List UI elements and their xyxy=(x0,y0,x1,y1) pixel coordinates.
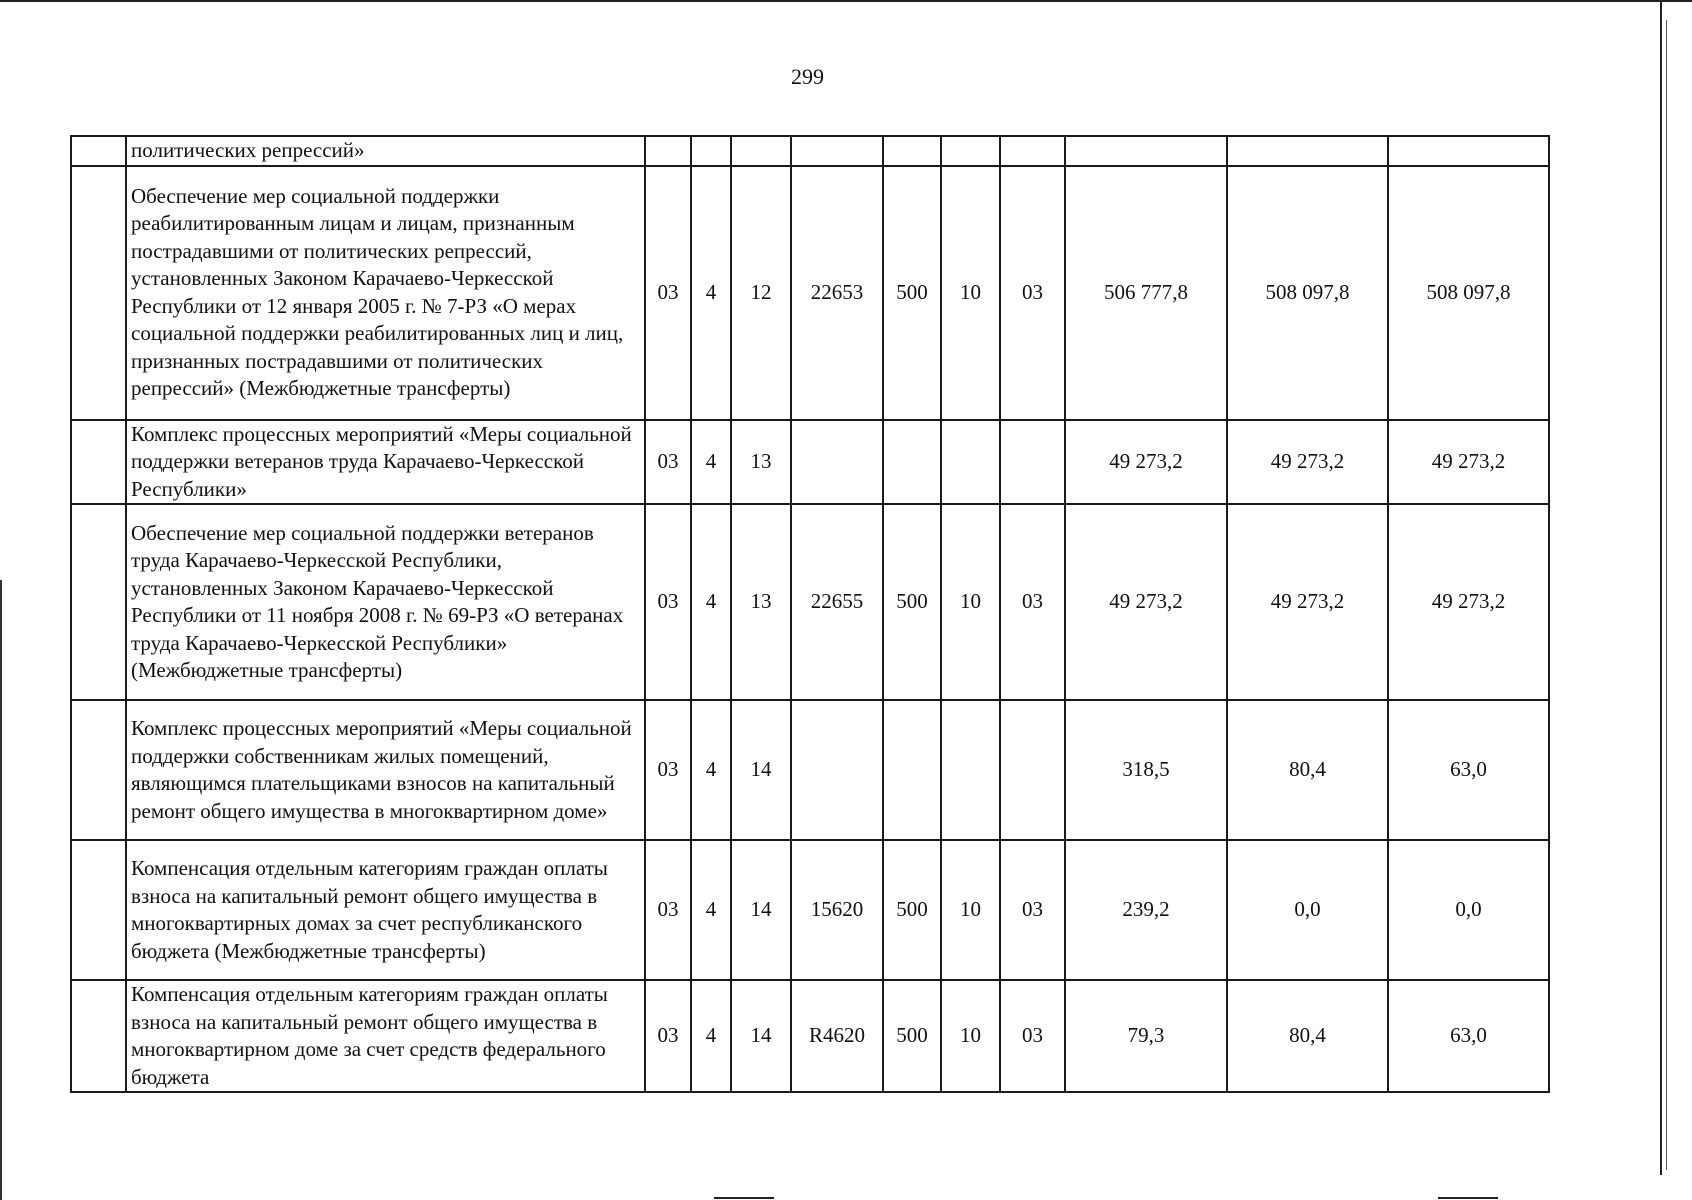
amount-cell: 508 097,8 xyxy=(1388,166,1549,420)
scan-border-top xyxy=(0,0,1692,2)
code-cell: 10 xyxy=(941,504,1000,700)
row-number-cell xyxy=(71,420,126,505)
code-cell xyxy=(645,136,691,166)
amount-cell xyxy=(1227,136,1388,166)
amount-cell: 80,4 xyxy=(1227,700,1388,840)
code-cell: 22653 xyxy=(791,166,883,420)
amount-cell: 49 273,2 xyxy=(1227,504,1388,700)
row-number-cell xyxy=(71,980,126,1092)
code-cell: 10 xyxy=(941,166,1000,420)
scan-border-left xyxy=(0,580,2,1200)
amount-cell xyxy=(1065,136,1227,166)
amount-cell: 79,3 xyxy=(1065,980,1227,1092)
amount-cell: 239,2 xyxy=(1065,840,1227,980)
row-number-cell xyxy=(71,166,126,420)
code-cell: 03 xyxy=(645,980,691,1092)
amount-cell: 49 273,2 xyxy=(1227,420,1388,505)
code-cell: 4 xyxy=(691,166,731,420)
amount-cell: 49 273,2 xyxy=(1065,504,1227,700)
description-cell: Обеспечение мер социальной поддержки реабилитированным лицам и лицам, признанным пострадавшими от политических репрессий, установленных Законом Карачаево-Черкесской Республики от 12 января 2005 г. № 7-РЗ «О мерах социальной поддержки реабилитированных лиц и лиц, признанных пострадавшими от политических репрессий» (Межбюджетные трансферты) xyxy=(126,166,645,420)
code-cell: 03 xyxy=(1000,980,1065,1092)
code-cell: 13 xyxy=(731,420,791,505)
table-row xyxy=(71,700,1549,840)
code-cell xyxy=(883,420,941,505)
code-cell: 03 xyxy=(645,700,691,840)
table-row xyxy=(71,840,1549,980)
code-cell: 4 xyxy=(691,420,731,505)
description-cell: Компенсация отдельным категориям граждан оплаты взноса на капитальный ремонт общего имущества в многоквартирных домах за счет республиканского бюджета (Межбюджетные трансферты) xyxy=(126,840,645,980)
code-cell: 03 xyxy=(1000,840,1065,980)
row-number-cell xyxy=(71,136,126,166)
amount-cell: 508 097,8 xyxy=(1227,166,1388,420)
code-cell: 14 xyxy=(731,980,791,1092)
code-cell: 14 xyxy=(731,700,791,840)
code-cell xyxy=(1000,700,1065,840)
page-number: 299 xyxy=(791,64,824,89)
row-number-cell xyxy=(71,700,126,840)
code-cell: 03 xyxy=(645,840,691,980)
code-cell: 10 xyxy=(941,840,1000,980)
code-cell xyxy=(941,136,1000,166)
code-cell: 4 xyxy=(691,840,731,980)
description-cell: Комплекс процессных мероприятий «Меры социальной поддержки ветеранов труда Карачаево-Черкесской Республики» xyxy=(126,420,645,505)
code-cell xyxy=(791,700,883,840)
code-cell xyxy=(1000,420,1065,505)
scan-mark xyxy=(714,1197,774,1199)
table-row xyxy=(71,504,1549,700)
code-cell xyxy=(1000,136,1065,166)
scan-border-right xyxy=(1660,0,1662,1175)
amount-cell: 49 273,2 xyxy=(1388,420,1549,505)
code-cell xyxy=(941,700,1000,840)
amount-cell: 318,5 xyxy=(1065,700,1227,840)
description-cell: Компенсация отдельным категориям граждан оплаты взноса на капитальный ремонт общего имущества в многоквартирном доме за счет средств федерального бюджета xyxy=(126,980,645,1092)
amount-cell: 80,4 xyxy=(1227,980,1388,1092)
code-cell xyxy=(791,420,883,505)
description-cell: Комплекс процессных мероприятий «Меры социальной поддержки собственникам жилых помещений, являющимся плательщиками взносов на капитальный ремонт общего имущества в многоквартирном доме» xyxy=(126,700,645,840)
code-cell: 13 xyxy=(731,504,791,700)
scan-border-right-inner xyxy=(1666,20,1667,1170)
budget-table xyxy=(70,135,1550,1093)
code-cell xyxy=(941,420,1000,505)
amount-cell: 63,0 xyxy=(1388,700,1549,840)
code-cell: 500 xyxy=(883,166,941,420)
description-cell: Обеспечение мер социальной поддержки ветеранов труда Карачаево-Черкесской Республики, установленных Законом Карачаево-Черкесской Республики от 11 ноября 2008 г. № 69-РЗ «О ветеранах труда Карачаево-Черкесской Республики» (Межбюджетные трансферты) xyxy=(126,504,645,700)
row-number-cell xyxy=(71,840,126,980)
code-cell: 03 xyxy=(1000,504,1065,700)
amount-cell: 0,0 xyxy=(1388,840,1549,980)
code-cell xyxy=(691,136,731,166)
code-cell: 14 xyxy=(731,840,791,980)
amount-cell xyxy=(1388,136,1549,166)
code-cell: 12 xyxy=(731,166,791,420)
code-cell: 22655 xyxy=(791,504,883,700)
code-cell xyxy=(883,700,941,840)
code-cell xyxy=(731,136,791,166)
table-row xyxy=(71,980,1549,1092)
code-cell: 03 xyxy=(645,166,691,420)
code-cell: 4 xyxy=(691,504,731,700)
code-cell: 03 xyxy=(1000,166,1065,420)
code-cell: 03 xyxy=(645,420,691,505)
code-cell: 500 xyxy=(883,840,941,980)
code-cell xyxy=(791,136,883,166)
amount-cell: 0,0 xyxy=(1227,840,1388,980)
amount-cell: 63,0 xyxy=(1388,980,1549,1092)
code-cell: 4 xyxy=(691,980,731,1092)
code-cell: 10 xyxy=(941,980,1000,1092)
code-cell: 500 xyxy=(883,504,941,700)
code-cell xyxy=(883,136,941,166)
table-row xyxy=(71,166,1549,420)
amount-cell: 49 273,2 xyxy=(1388,504,1549,700)
row-number-cell xyxy=(71,504,126,700)
code-cell: R4620 xyxy=(791,980,883,1092)
table-row xyxy=(71,136,1549,166)
code-cell: 500 xyxy=(883,980,941,1092)
code-cell: 03 xyxy=(645,504,691,700)
scan-mark xyxy=(1438,1197,1498,1199)
description-cell: политических репрессий» xyxy=(126,136,645,166)
code-cell: 4 xyxy=(691,700,731,840)
table-row xyxy=(71,420,1549,505)
amount-cell: 49 273,2 xyxy=(1065,420,1227,505)
code-cell: 15620 xyxy=(791,840,883,980)
amount-cell: 506 777,8 xyxy=(1065,166,1227,420)
